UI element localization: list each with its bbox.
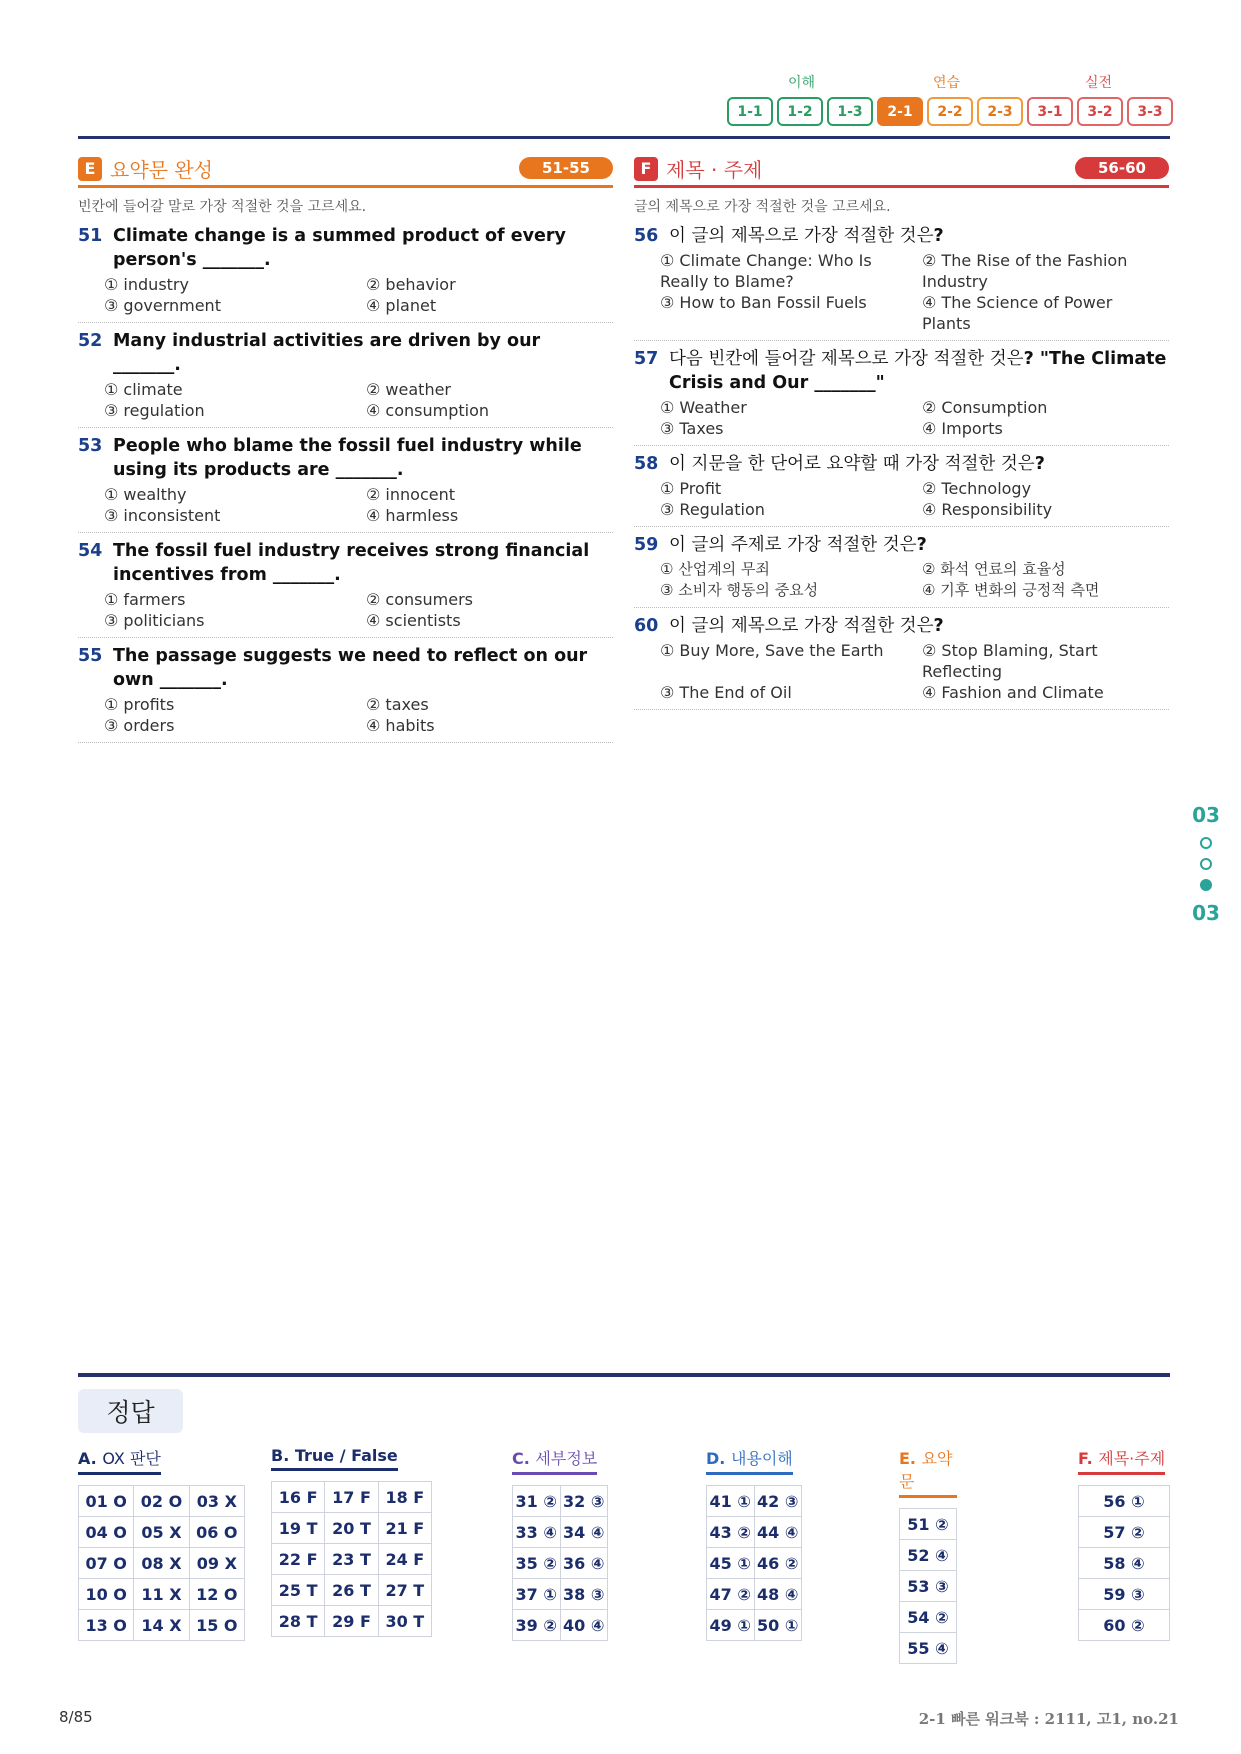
question-text [669,614,1169,638]
question-stem [78,434,613,482]
answer-cell: 36 ④ [561,1548,609,1579]
progress-dot-filled-icon [1200,879,1212,891]
chapter-number: 03 [1192,901,1220,925]
answer-cell: 56 ① [1079,1486,1170,1517]
answer-grid [1078,1485,1170,1641]
answer-group-key: F. [1078,1449,1093,1468]
question-stem [78,329,613,377]
question-text-main: ? "The Climate Crisis and Our _______" [669,349,1167,393]
answer-option[interactable]: ③ regulation [104,401,205,420]
question-item [78,224,613,323]
answer-group [899,1446,957,1664]
level-button-2-2[interactable]: 2-2 [927,97,973,126]
answer-option[interactable]: ④ habits [366,716,435,735]
answer-group-heading [271,1446,398,1471]
answer-cell: 12 O [190,1579,245,1610]
chapter-number: 03 [1192,803,1220,827]
level-group-label: 실전 [1085,75,1113,91]
answer-cell: 20 T [325,1513,378,1544]
answer-cell: 50 ① [755,1610,803,1641]
question-text-main: The passage suggests we need to reflect on our own _______. [113,646,588,690]
answer-option[interactable]: ② 화석 연료의 효율성 [922,560,1066,578]
question-range-badge: 51-55 [519,157,613,179]
answer-option[interactable]: ② weather [366,380,451,399]
answer-option[interactable]: ① Buy More, Save the Earth [660,641,884,660]
answer-cell: 04 O [79,1517,134,1548]
question-text-main: Climate change is a summed product of every person's _______. [113,226,566,270]
answer-option[interactable]: ① farmers [104,590,186,609]
section-f-header [634,152,1169,188]
answer-cell: 17 F [325,1482,378,1513]
section-instruction: 글의 제목으로 가장 적절한 것을 고르세요. [634,199,891,215]
answer-cell: 29 F [325,1606,378,1637]
answer-option[interactable]: ② The Rise of the Fashion Industry [922,251,1128,291]
answer-options [660,640,1169,703]
answer-cell: 33 ④ [513,1517,561,1548]
answer-group-heading [899,1446,957,1498]
answer-cell: 58 ④ [1079,1548,1170,1579]
answer-group [1078,1446,1170,1641]
top-divider [78,136,1170,139]
answer-option[interactable]: ① industry [104,275,189,294]
level-group-label: 이해 [788,75,816,91]
answer-option[interactable]: ④ Imports [922,419,1003,438]
answer-group-label: 세부정보 [535,1449,598,1468]
answer-cell: 27 T [379,1575,432,1606]
answer-cell: 05 X [134,1517,189,1548]
question-number: 59 [634,535,659,555]
answer-cell: 28 T [272,1606,325,1637]
answer-option[interactable]: ④ Fashion and Climate [922,683,1104,702]
question-list [78,224,613,743]
question-item [78,644,613,743]
answer-cell: 23 T [325,1544,378,1575]
answer-option[interactable]: ④ harmless [366,506,459,525]
level-button-2-3[interactable]: 2-3 [977,97,1023,126]
answer-option[interactable]: ④ The Science of Power Plants [922,293,1113,333]
answer-cell: 02 O [134,1486,189,1517]
answer-option[interactable]: ③ inconsistent [104,506,221,525]
question-stem [634,533,1169,557]
question-text-korean: 이 글의 주제로 가장 적절한 것은 [669,535,917,555]
section-e [78,152,613,743]
question-item [634,452,1169,527]
answer-group [706,1446,802,1641]
answer-option[interactable]: ④ scientists [366,611,461,630]
section-title: 제목 · 주제 [666,158,763,182]
question-number: 51 [78,226,103,246]
question-text [113,224,613,272]
question-item [634,614,1169,710]
answer-cell: 60 ② [1079,1610,1170,1641]
answer-cell: 57 ② [1079,1517,1170,1548]
answer-group [271,1446,432,1637]
answer-cell: 48 ④ [755,1579,803,1610]
answer-grid [899,1508,957,1664]
answer-option[interactable]: ① profits [104,695,175,714]
answer-grid [271,1481,432,1637]
question-number: 54 [78,541,103,561]
answer-key-title: 정답 [78,1389,183,1433]
answer-cell: 38 ③ [561,1579,609,1610]
question-item [78,434,613,533]
answer-group-heading [706,1446,793,1475]
question-stem [634,347,1169,395]
question-text-korean: 이 글의 제목으로 가장 적절한 것은 [669,226,934,246]
question-text-main: ? [916,535,927,555]
answer-option[interactable]: ① wealthy [104,485,187,504]
level-button-2-1[interactable]: 2-1 [877,97,923,126]
answer-cell: 09 X [190,1548,245,1579]
answer-option[interactable]: ② Consumption [922,398,1048,417]
answer-cell: 35 ② [513,1548,561,1579]
answer-group-label: 요약문 [899,1449,953,1491]
section-title: 요약문 완성 [110,158,213,182]
question-number: 56 [634,226,659,246]
answer-option[interactable]: ② consumers [366,590,473,609]
answer-cell: 41 ① [707,1486,755,1517]
answer-group-key: C. [512,1449,530,1468]
answer-option[interactable]: ③ orders [104,716,175,735]
answer-group-label: True / False [294,1446,398,1465]
level-group-label: 연습 [933,75,961,91]
question-text-main: ? [933,226,944,246]
answer-option[interactable]: ④ 기후 변화의 긍정적 측면 [922,581,1100,599]
question-text-korean: 이 글의 제목으로 가장 적절한 것은 [669,616,934,636]
answer-cell: 26 T [325,1575,378,1606]
section-e-header [78,152,613,188]
question-number: 55 [78,646,103,666]
answer-cell: 01 O [79,1486,134,1517]
answer-cell: 15 O [190,1610,245,1641]
answer-cell: 46 ② [755,1548,803,1579]
question-text [113,644,613,692]
answer-cell: 24 F [379,1544,432,1575]
answer-cell: 31 ② [513,1486,561,1517]
level-button-1-2[interactable]: 1-2 [777,97,823,126]
answer-option[interactable]: ③ Regulation [660,500,765,519]
answer-cell: 55 ④ [900,1633,957,1664]
answer-options [104,274,613,316]
answer-cell: 47 ② [707,1579,755,1610]
answer-cell: 59 ③ [1079,1579,1170,1610]
answer-group [512,1446,608,1641]
answer-group-label: 내용이해 [730,1449,793,1468]
answer-grid [512,1485,608,1641]
question-text-main: ? [933,616,944,636]
answer-cell: 43 ② [707,1517,755,1548]
question-stem [78,644,613,692]
question-text-main: People who blame the fossil fuel industry while using its products are _______. [113,436,582,480]
answer-option[interactable]: ① Profit [660,479,722,498]
answer-group-heading [78,1446,161,1475]
answer-divider [78,1373,1170,1377]
question-text-main: Many industrial activities are driven by our _______. [113,331,541,375]
question-stem [634,452,1169,476]
answer-option[interactable]: ② taxes [366,695,429,714]
progress-dot-icon [1200,837,1212,849]
answer-option[interactable]: ③ Taxes [660,419,724,438]
answer-option[interactable]: ③ 소비자 행동의 중요성 [660,581,819,599]
answer-cell: 45 ① [707,1548,755,1579]
answer-cell: 30 T [379,1606,432,1637]
question-text-main: ? [1034,454,1045,474]
answer-option[interactable]: ② Technology [922,479,1032,498]
chapter-marker [1190,802,1222,926]
answer-option[interactable]: ① Weather [660,398,747,417]
answer-options [104,379,613,421]
answer-option[interactable]: ③ The End of Oil [660,683,792,702]
question-number: 52 [78,331,103,351]
question-text [669,224,1169,248]
answer-cell: 03 X [190,1486,245,1517]
level-button-row [727,97,1173,126]
level-navigation [727,72,1181,126]
answer-group [78,1446,245,1641]
answer-option[interactable]: ① Climate Change: Who Is Really to Blame? [660,251,872,291]
answer-option[interactable]: ④ Responsibility [922,500,1053,519]
question-stem [78,539,613,587]
answer-options [660,397,1169,439]
section-letter-badge: E [78,157,102,181]
question-stem [634,224,1169,248]
question-text [669,452,1169,476]
answer-option[interactable]: ④ consumption [366,401,490,420]
question-text [113,434,613,482]
question-text [113,329,613,377]
answer-cell: 08 X [134,1548,189,1579]
answer-cell: 37 ① [513,1579,561,1610]
answer-group-heading [512,1446,597,1475]
question-text [669,533,1169,557]
answer-cell: 07 O [79,1548,134,1579]
level-button-3-3[interactable]: 3-3 [1127,97,1173,126]
answer-option[interactable]: ③ politicians [104,611,205,630]
section-instruction: 빈칸에 들어갈 말로 가장 적절한 것을 고르세요. [78,199,367,215]
answer-cell: 10 O [79,1579,134,1610]
answer-option[interactable]: ③ How to Ban Fossil Fuels [660,293,867,312]
answer-options [660,559,1169,601]
answer-options [660,250,1169,334]
answer-cell: 44 ④ [755,1517,803,1548]
level-button-3-1[interactable]: 3-1 [1027,97,1073,126]
question-stem [634,614,1169,638]
question-number: 60 [634,616,659,636]
answer-cell: 49 ① [707,1610,755,1641]
question-item [634,224,1169,341]
question-item [78,329,613,428]
answer-option[interactable]: ② Stop Blaming, Start Reflecting [922,641,1098,681]
answer-options [104,694,613,736]
question-number: 53 [78,436,103,456]
question-list [634,224,1169,710]
question-text-korean: 이 지문을 한 단어로 요약할 때 가장 적절한 것은 [669,454,1035,474]
answer-cell: 16 F [272,1482,325,1513]
workbook-title: 2-1 빠른 워크북 : 2111, 고1, no.21 [918,1710,1179,1728]
answer-cell: 06 O [190,1517,245,1548]
answer-group-heading [1078,1446,1165,1475]
answer-option[interactable]: ① climate [104,380,183,399]
answer-options [104,484,613,526]
answer-group-label: 제목·주제 [1098,1449,1166,1468]
answer-grid [706,1485,802,1641]
answer-cell: 25 T [272,1575,325,1606]
question-stem [78,224,613,272]
answer-option[interactable]: ② innocent [366,485,455,504]
answer-cell: 51 ② [900,1509,957,1540]
answer-cell: 52 ④ [900,1540,957,1571]
progress-dot-icon [1200,858,1212,870]
question-number: 58 [634,454,659,474]
section-letter-badge: F [634,157,658,181]
answer-cell: 19 T [272,1513,325,1544]
level-button-3-2[interactable]: 3-2 [1077,97,1123,126]
answer-cell: 13 O [79,1610,134,1641]
answer-cell: 14 X [134,1610,189,1641]
answer-group-key: D. [706,1449,726,1468]
answer-options [660,478,1169,520]
answer-cell: 34 ④ [561,1517,609,1548]
answer-option[interactable]: ③ government [104,296,221,315]
answer-cell: 40 ④ [561,1610,609,1641]
question-text-korean: 다음 빈칸에 들어갈 제목으로 가장 적절한 것은 [669,349,1024,369]
answer-option[interactable]: ② behavior [366,275,456,294]
answer-cell: 39 ② [513,1610,561,1641]
section-f [634,152,1169,710]
answer-option[interactable]: ④ planet [366,296,437,315]
answer-cell: 54 ② [900,1602,957,1633]
question-item [634,347,1169,446]
question-number: 57 [634,349,659,369]
answer-group-label: OX 판단 [102,1449,161,1468]
question-range-badge: 56-60 [1075,157,1169,179]
answer-cell: 22 F [272,1544,325,1575]
answer-cell: 18 F [379,1482,432,1513]
answer-group-key: A. [78,1449,97,1468]
answer-group-key: B. [271,1446,290,1465]
question-item [634,533,1169,608]
question-text [669,347,1169,395]
answer-cell: 11 X [134,1579,189,1610]
question-text [113,539,613,587]
answer-cell: 32 ③ [561,1486,609,1517]
level-button-1-3[interactable]: 1-3 [827,97,873,126]
answer-group-key: E. [899,1449,917,1468]
level-button-1-1[interactable]: 1-1 [727,97,773,126]
answer-cell: 21 F [379,1513,432,1544]
question-text-main: The fossil fuel industry receives strong financial incentives from _______. [113,541,590,585]
answer-option[interactable]: ① 산업계의 무죄 [660,560,770,578]
answer-options [104,589,613,631]
answer-grid [78,1485,245,1641]
answer-cell: 53 ③ [900,1571,957,1602]
answer-cell: 42 ③ [755,1486,803,1517]
page-number: 8/85 [59,1708,93,1726]
question-item [78,539,613,638]
